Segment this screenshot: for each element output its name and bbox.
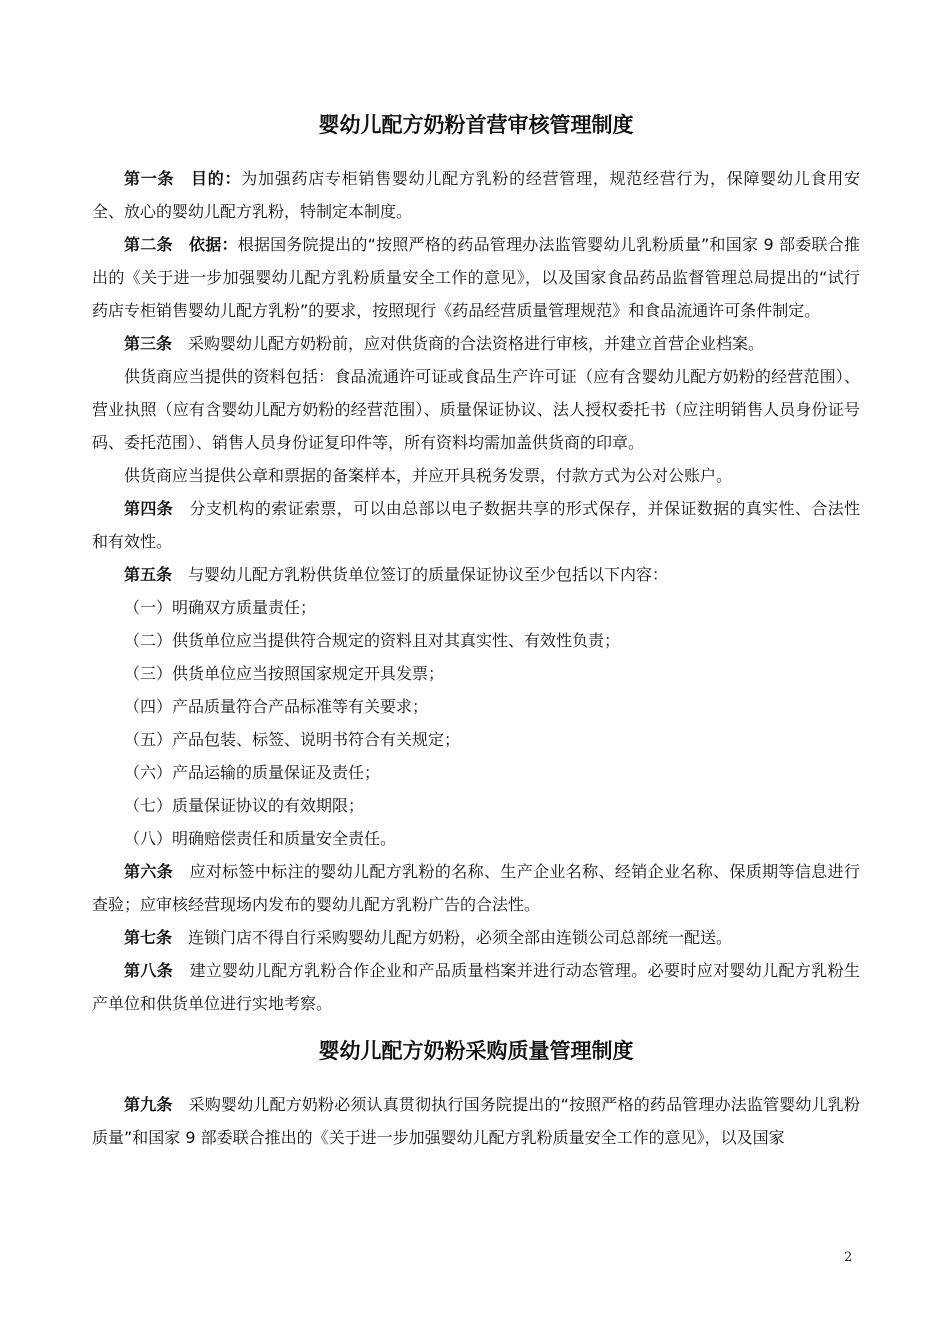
article-8: [92, 954, 860, 1020]
section-title-first-review: 婴幼儿配方奶粉首营审核管理制度: [318, 113, 634, 137]
article-2-label: 第二条: [124, 235, 173, 254]
supplier-documents-paragraph: 供货商应当提供的资料包括：食品流通许可证或食品生产许可证（应有含婴幼儿配方奶粉的经营范围）、营业执照（应有含婴幼儿配方奶粉的经营范围）、质量保证协议、法人授权委托书（应注明销售人员身份证号码、委托范围）、销售人员身份证复印件等，所有资料均需加盖供货商的印章。: [92, 367, 860, 452]
article-7: [92, 921, 860, 954]
article-5: [92, 558, 860, 591]
article-4-label: 第四条: [124, 499, 174, 518]
article-4-text: 分支机构的索证索票，可以由总部以电子数据共享的形式保存，并保证数据的真实性、合法性和有效性。: [92, 499, 860, 551]
article-5-item-7: （七）质量保证协议的有效期限；: [124, 796, 365, 815]
article-5-item-4: （四）产品质量符合产品标准等有关要求；: [124, 697, 429, 716]
article-9-label: 第九条: [124, 1095, 173, 1114]
article-1-text: 为加强药店专柜销售婴幼儿配方乳粉的经营管理，规范经营行为，保障婴幼儿食用安全、放心的婴幼儿配方乳粉，特制定本制度。: [92, 169, 860, 221]
article-5-item-6: （六）产品运输的质量保证及责任；: [124, 763, 381, 782]
article-6-text: 应对标签中标注的婴幼儿配方乳粉的名称、生产企业名称、经销企业名称、保质期等信息进行查验；应审核经营现场内发布的婴幼儿配方乳粉广告的合法性。: [92, 862, 860, 914]
article-5-text: 与婴幼儿配方乳粉供货单位签订的质量保证协议至少包括以下内容：: [188, 565, 669, 584]
article-5-item-2: （二）供货单位应当提供符合规定的资料且对其真实性、有效性负责；: [124, 631, 621, 650]
article-1-label: 第一条: [124, 169, 175, 188]
article-6-label: 第六条: [124, 862, 174, 881]
article-9: [92, 1088, 860, 1154]
section-title-procurement: 婴幼儿配方奶粉采购质量管理制度: [318, 1039, 634, 1063]
article-9-text: 采购婴幼儿配方奶粉必须认真贯彻执行国务院提出的“按照严格的药品管理办法监管婴幼儿乳粉质量”和国家 9 部委联合推出的《关于进一步加强婴幼儿配方乳粉质量安全工作的意见》，以及国家: [92, 1095, 860, 1147]
article-5-item-1: （一）明确双方质量责任；: [124, 598, 317, 617]
article-5-item-3: （三）供货单位应当按照国家规定开具发票；: [124, 664, 445, 683]
article-3: [92, 327, 860, 360]
article-5-item-5: （五）产品包装、标签、说明书符合有关规定；: [124, 730, 461, 749]
document-body: [92, 108, 860, 1154]
supplier-seal-paragraph: 供货商应当提供公章和票据的备案样本，并应开具税务发票，付款方式为公对公账户。: [124, 466, 733, 485]
page-number: 2: [844, 1250, 853, 1265]
article-3-label: 第三条: [124, 334, 173, 353]
article-8-label: 第八条: [124, 961, 174, 980]
article-2-heading: 依据：: [188, 235, 238, 254]
article-8-text: 建立婴幼儿配方乳粉合作企业和产品质量档案并进行动态管理。必要时应对婴幼儿配方乳粉生产单位和供货单位进行实地考察。: [92, 961, 860, 1013]
article-4: [92, 492, 860, 558]
article-5-label: 第五条: [124, 565, 173, 584]
article-2: [92, 228, 860, 327]
article-5-item-8: （八）明确赔偿责任和质量安全责任。: [124, 829, 397, 848]
article-7-text: 连锁门店不得自行采购婴幼儿配方奶粉，必须全部由连锁公司总部统一配送。: [188, 928, 733, 947]
article-3-text: 采购婴幼儿配方奶粉前，应对供货商的合法资格进行审核，并建立首营企业档案。: [188, 334, 765, 353]
article-7-label: 第七条: [124, 928, 173, 947]
article-6: [92, 855, 860, 921]
article-1-heading: 目的：: [190, 169, 242, 188]
article-2-text: 根据国务院提出的“按照严格的药品管理办法监管婴幼儿乳粉质量”和国家 9 部委联合推出的《关于进一步加强婴幼儿配方乳粉质量安全工作的意见》，以及国家食品药品监督管理总局提出的“试行药店专柜销售婴幼儿配方乳粉”的要求，按照现行《药品经营质量管理规范》和食品流通许可条件制定。: [92, 235, 860, 320]
article-1: [92, 162, 860, 228]
